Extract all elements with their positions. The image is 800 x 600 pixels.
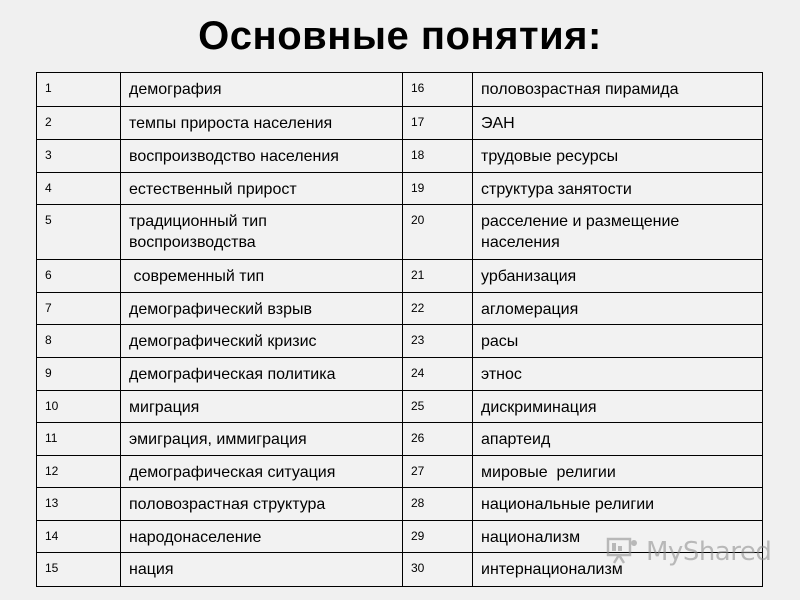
- term-number: 16: [403, 73, 473, 107]
- term-text: демографическая политика: [121, 358, 403, 391]
- table-row: [37, 293, 763, 325]
- table-row: [37, 107, 763, 140]
- term-text: этнос: [473, 358, 763, 391]
- term-number: 4: [37, 173, 121, 205]
- term-text: современный тип: [121, 260, 403, 293]
- term-text: трудовые ресурсы: [473, 140, 763, 173]
- table-row: [37, 423, 763, 456]
- term-number: 7: [37, 293, 121, 325]
- page-title: Основные понятия:: [198, 14, 602, 58]
- term-number: 9: [37, 358, 121, 391]
- term-text: половозрастная структура: [121, 488, 403, 521]
- term-text: дискриминация: [473, 391, 763, 423]
- term-text: интернационализм: [473, 553, 763, 587]
- term-number: 11: [37, 423, 121, 456]
- table-row: [37, 325, 763, 358]
- term-number: 27: [403, 456, 473, 488]
- term-text: расы: [473, 325, 763, 358]
- term-number: 12: [37, 456, 121, 488]
- term-text: демография: [121, 73, 403, 107]
- term-number: 18: [403, 140, 473, 173]
- term-number: 15: [37, 553, 121, 587]
- watermark: [606, 536, 771, 568]
- term-text: воспроизводство населения: [121, 140, 403, 173]
- term-number: 30: [403, 553, 473, 587]
- table-row: [37, 391, 763, 423]
- term-text: национальные религии: [473, 488, 763, 521]
- term-number: 3: [37, 140, 121, 173]
- terms-table-body: [37, 73, 763, 587]
- term-number: 24: [403, 358, 473, 391]
- term-text: демографический взрыв: [121, 293, 403, 325]
- table-row: [37, 260, 763, 293]
- presentation-board-icon: [606, 535, 640, 570]
- term-text: демографический кризис: [121, 325, 403, 358]
- term-text: апартеид: [473, 423, 763, 456]
- term-number: 28: [403, 488, 473, 521]
- term-number: 20: [403, 205, 473, 260]
- term-text: эмиграция, иммиграция: [121, 423, 403, 456]
- term-text: агломерация: [473, 293, 763, 325]
- table-row: [37, 456, 763, 488]
- table-row: [37, 488, 763, 521]
- term-number: 1: [37, 73, 121, 107]
- term-number: 14: [37, 521, 121, 553]
- table-row: [37, 205, 763, 260]
- term-number: 19: [403, 173, 473, 205]
- term-text: нация: [121, 553, 403, 587]
- term-text: расселение и размещение населения: [473, 205, 763, 260]
- term-number: 23: [403, 325, 473, 358]
- term-number: 29: [403, 521, 473, 553]
- term-number: 6: [37, 260, 121, 293]
- watermark-text: MyShared: [646, 537, 772, 567]
- term-number: 2: [37, 107, 121, 140]
- term-text: половозрастная пирамида: [473, 73, 763, 107]
- term-number: 5: [37, 205, 121, 260]
- term-text: демографическая ситуация: [121, 456, 403, 488]
- term-number: 10: [37, 391, 121, 423]
- table-row: [37, 358, 763, 391]
- table-row: [37, 173, 763, 205]
- term-number: 8: [37, 325, 121, 358]
- table-row: [37, 73, 763, 107]
- term-text: темпы прироста населения: [121, 107, 403, 140]
- term-text: ЭАН: [473, 107, 763, 140]
- term-text: народонаселение: [121, 521, 403, 553]
- table-row: [37, 140, 763, 173]
- term-number: 25: [403, 391, 473, 423]
- term-text: урбанизация: [473, 260, 763, 293]
- term-number: 22: [403, 293, 473, 325]
- term-number: 26: [403, 423, 473, 456]
- term-number: 21: [403, 260, 473, 293]
- term-text: миграция: [121, 391, 403, 423]
- term-text: мировые религии: [473, 456, 763, 488]
- term-text: естественный прирост: [121, 173, 403, 205]
- term-text: традиционный тип воспроизводства: [121, 205, 403, 260]
- term-text: национализм: [473, 521, 763, 553]
- terms-table: [36, 72, 763, 587]
- term-number: 13: [37, 488, 121, 521]
- term-number: 17: [403, 107, 473, 140]
- term-text: структура занятости: [473, 173, 763, 205]
